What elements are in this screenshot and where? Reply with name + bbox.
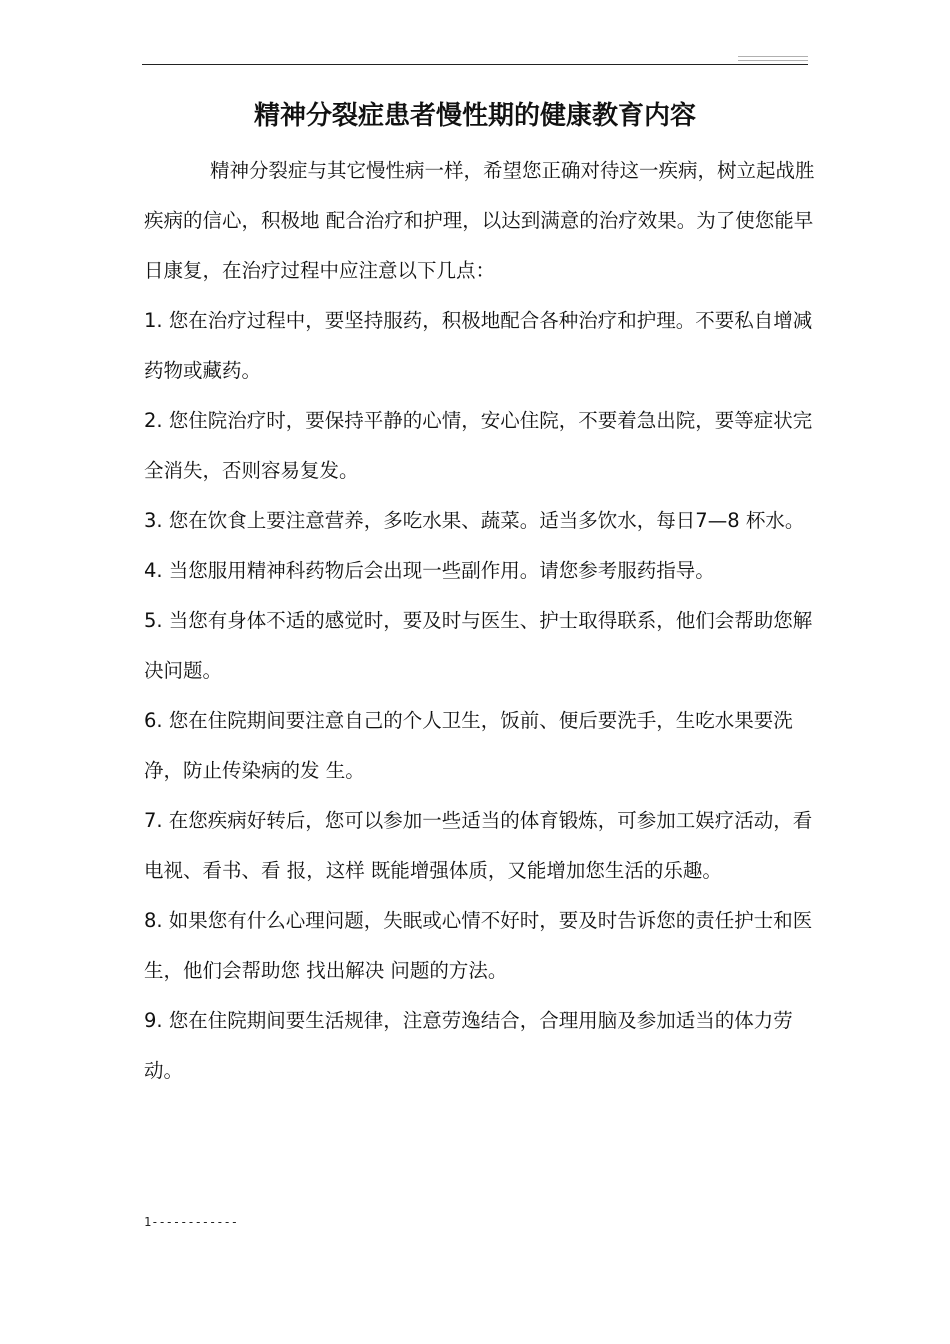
document-body <box>144 146 824 1096</box>
list-item-2: 2. 您住院治疗时，要保持平静的心情，安心住院，不要着急出院，要等症状完全消失，否则容易复发。 <box>144 409 813 482</box>
intro-paragraph: 精神分裂症与其它慢性病一样，希望您正确对待这一疾病，树立起战胜疾病的信心，积极地 配合治疗和护理，以达到满意的治疗效果。为了使您能早日康复，在治疗过程中应注意以下几点： <box>144 159 815 282</box>
page-footer: 1------------ <box>144 1215 238 1229</box>
header-rule <box>142 64 808 65</box>
list-item-9: 9. 您在住院期间要生活规律，注意劳逸结合，合理用脑及参加适当的体力劳动。 <box>144 1009 793 1082</box>
list-item-5: 5. 当您有身体不适的感觉时，要及时与医生、护士取得联系，他们会帮助您解决问题。 <box>144 609 813 682</box>
list-item-8: 8. 如果您有什么心理问题，失眠或心情不好时，要及时告诉您的责任护士和医生，他们会帮助您 找出解决 问题的方法。 <box>144 909 813 982</box>
list-item-4: 4. 当您服用精神科药物后会出现一些副作用。请您参考服药指导。 <box>144 559 715 582</box>
document-title: 精神分裂症患者慢性期的健康教育内容 <box>253 101 696 131</box>
list-item-6: 6. 您在住院期间要注意自己的个人卫生，饭前、便后要洗手，生吃水果要洗净，防止传染病的发 生。 <box>144 709 793 782</box>
list-item-3: 3. 您在饮食上要注意营养，多吃水果、蔬菜。适当多饮水，每日7—8 杯水。 <box>144 509 805 532</box>
header-decoration-line <box>738 60 808 61</box>
list-item-7: 7. 在您疾病好转后，您可以参加一些适当的体育锻炼，可参加工娱疗活动，看电视、看书、看 报，这样 既能增强体质，又能增加您生活的乐趣。 <box>144 809 813 882</box>
header-decoration-line <box>738 56 808 57</box>
list-item-1: 1. 您在治疗过程中，要坚持服药，积极地配合各种治疗和护理。不要私自增减药物或藏药。 <box>144 309 813 382</box>
